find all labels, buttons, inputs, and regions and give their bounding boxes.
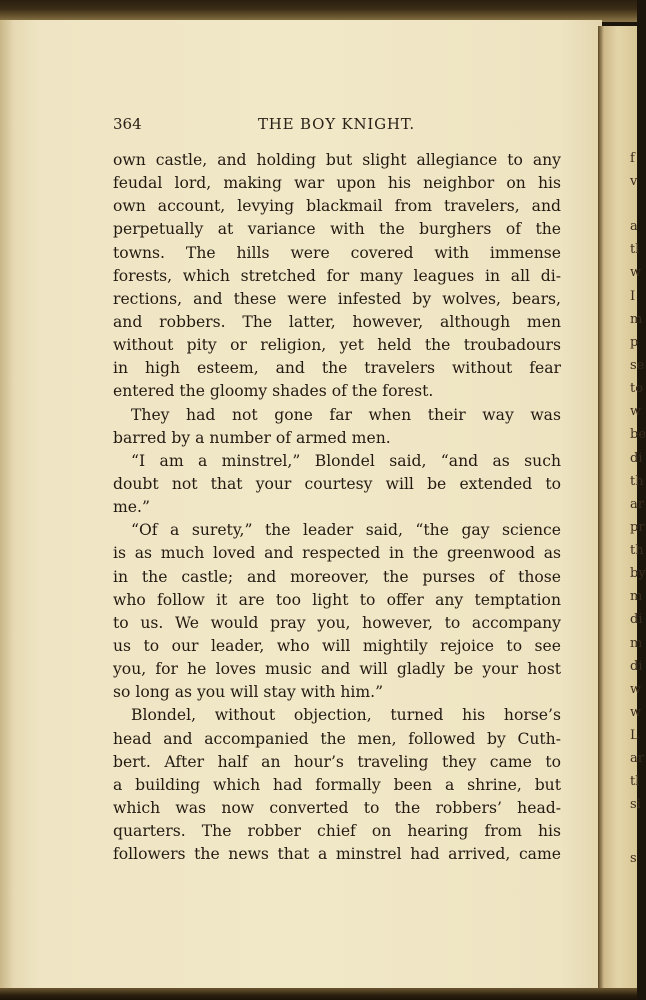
facing-page-fragment: p [630,335,639,350]
text-line: towns. The hills were covered with immense [113,243,561,262]
text-line: followers the news that a minstrel had arrived, came [113,845,561,864]
text-line: barred by a number of armed men. [113,428,391,447]
text-line: “I am a minstrel,” Blondel said, “and as such [131,451,561,470]
text-line: perpetually at variance with the burghers of the [113,220,561,239]
facing-page-fragment: a [630,219,638,234]
text-line: me.” [113,498,150,517]
text-line: a building which had formally been a shrine, but [113,775,561,794]
facing-page-fragment: be [630,427,646,442]
text-line: They had not gone far when their way was [131,405,561,424]
facing-page-fragment: by [630,566,646,581]
text-line: own account, levying blackmail from travelers, and [113,197,561,216]
facing-page-fragment: w [630,705,642,720]
text-line: head and accompanied the men, followed by Cuth- [113,729,561,748]
facing-page-fragment: th [630,474,644,489]
text-line: to us. We would pray you, however, to accompany [113,613,561,632]
facing-page-fragment: w [630,682,642,697]
text-line: entered the gloomy shades of the forest. [113,382,434,401]
text-line: own castle, and holding but slight allegiance to any [113,151,561,169]
text-line: us to our leader, who will mightily rejoice to see [113,636,561,655]
facing-page-fragment: si [630,797,641,812]
page-number: 364 [113,115,142,133]
facing-page-fragment: m [630,312,643,327]
text-line: so long as you will stay with him.” [113,683,384,702]
text-line: feudal lord, making war upon his neighbor on his [113,174,561,193]
facing-page-fragment: di [630,451,643,466]
facing-page-fragment: pr [630,520,645,535]
text-line: which was now converted to the robbers’ head- [113,798,561,817]
facing-page-fragment: ar [630,751,644,766]
facing-page-fragment: s [630,851,637,866]
facing-page-fragment: L [630,728,639,743]
running-head [113,114,561,134]
book-bottom-edge [0,988,637,1000]
text-line: quarters. The robber chief on hearing from his [113,822,561,841]
facing-page-fragment: v [630,174,638,189]
text-line: you, for he loves music and will gladly be your host [113,660,561,679]
facing-page-fragment: se [630,358,645,373]
text-line: bert. After half an hour’s traveling they came to [113,752,561,771]
text-line: who follow it are too light to offer any temptation [113,590,561,609]
text-line: Blondel, without objection, turned his horse’s [131,706,561,725]
text-line: forests, which stretched for many leagues in all di- [113,266,561,285]
text-line: without pity or religion, yet held the troubadours [113,336,561,355]
facing-page-fragment: tl [630,242,640,257]
facing-page-fragment: m [630,589,643,604]
facing-page-fragment: w [630,404,642,419]
facing-page-fragment: w [630,265,642,280]
facing-page-fragment: f [630,151,635,166]
text-line: is as much loved and respected in the greenwood as [113,544,561,563]
text-line: rections, and these were infested by wolves, bears, [113,289,561,308]
facing-page-fragment: di [630,612,643,627]
body-text [113,149,561,866]
facing-page-fragment: tl [630,774,640,789]
text-line: in the castle; and moreover, the purses of those [113,567,561,586]
facing-page-fragment: m [630,636,643,651]
facing-page-fragment: ar [630,497,644,512]
facing-page-fragment: to [630,381,644,396]
text-line: in high esteem, and the travelers without fear [113,359,561,378]
book-top-edge [0,0,637,22]
running-title: THE BOY KNIGHT. [258,115,415,133]
text-line: and robbers. The latter, however, although men [113,312,561,331]
facing-page-fragment: di [630,659,643,674]
facing-page-fragment: I [630,289,636,304]
text-line: doubt not that your courtesy will be extended to [113,474,561,493]
facing-page-fragment: th [630,543,644,558]
text-line: “Of a surety,” the leader said, “the gay science [131,521,561,540]
